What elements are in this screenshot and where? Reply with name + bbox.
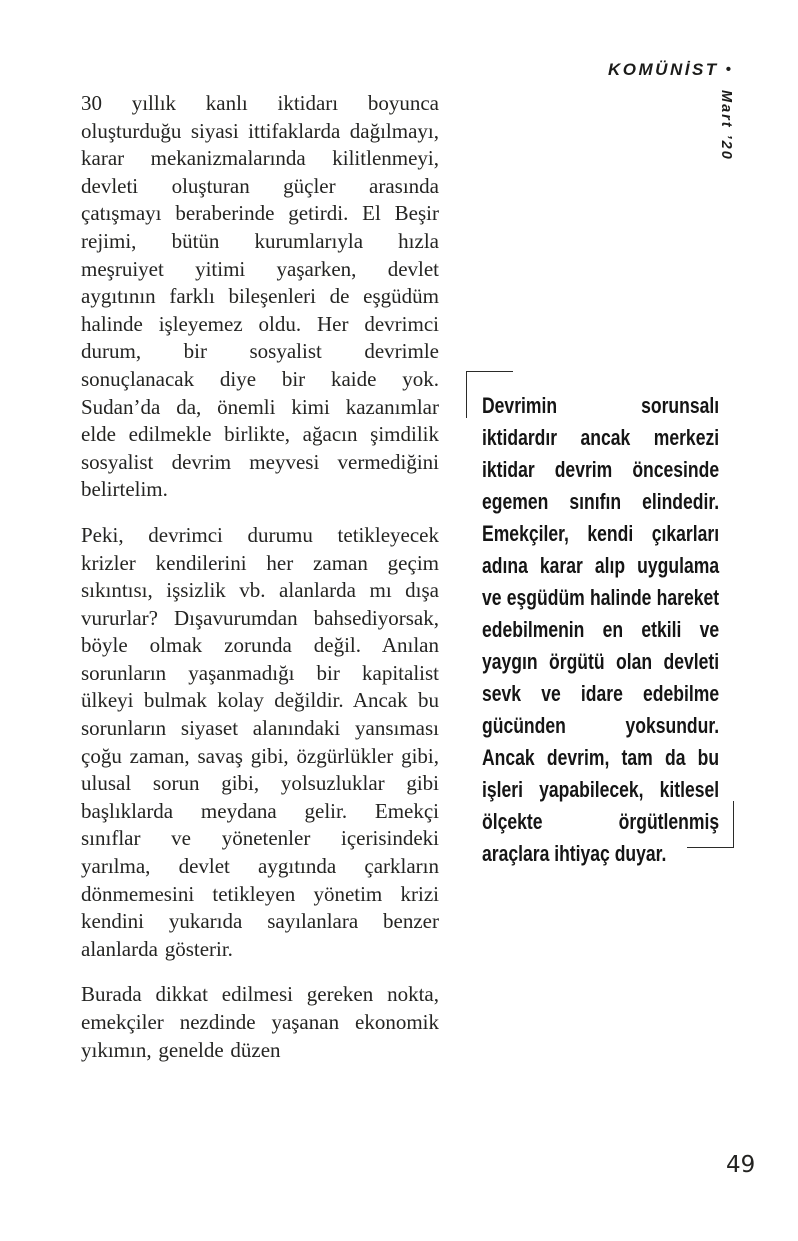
article-paragraph: Burada dikkat edilmesi gereken nokta, emekçiler nezdinde yaşanan ekonomik yıkımın, genelde düzen: [81, 982, 439, 1062]
bullet-separator-icon: •: [725, 61, 731, 78]
pull-quote-text: Devrimin sorunsalı iktidardır ancak merkezi iktidar devrim öncesinde egemen sınıfın elindedir. Emekçiler, kendi çıkarları adına karar alıp uygulama ve eşgüdüm halinde hareket edebilmenin en etkili ve yaygın örgütü olan devleti sevk ve idare edebilme gücünden yoksundur. Ancak devrim, tam da bu işleri yapabilecek, kitlesel ölçekte örgütlenmiş araçlara ihtiyaç duyar.: [482, 393, 720, 866]
magazine-masthead: [608, 60, 731, 80]
article-body: [81, 90, 439, 1064]
article-paragraph: 30 yıllık kanlı iktidarı boyunca oluşturduğu siyasi ittifaklarda dağılmayı, karar mekanizmalarında kilitlenmeyi, devleti oluşturan güçler arasında çatışmayı beraberinde getirdi. El Beşir rejimi, bütün kurumlarıyla hızla meşruiyet yitimi yaşarken, devlet aygıtının farklı bileşenleri de eşgüdüm halinde işleyemez oldu. Her devrimci durum, bir sosyalist devrimle sonuçlanacak diye bir kaide yok. Sudan’da da, önemli kimi kazanımlar elde edilmekle birlikte, ağacın şimdilik sosyalist devrim meyvesi vermediğini belirtelim.: [81, 91, 439, 502]
page-number: 49: [726, 1152, 756, 1178]
pullquote-bracket-bottom-right: [687, 801, 734, 848]
article-paragraph: Peki, devrimci durumu tetikleyecek krizler kendilerini her zaman geçim sıkıntısı, işsizlik vb. alanlarda mı dışa vururlar? Dışavurumdan bahsediyorsak, böyle olmak zorunda değil. Anılan sorunların yaşanmadığı bir kapitalist ülkeyi bulmak kolay değildir. Ancak bu sorunların siyaset alanındaki yansıması çoğu zaman, savaş gibi, özgürlükler gibi, ulusal sorun gibi, yolsuzluklar gibi başlıklarda meydana gelir. Emekçi sınıflar ve yönetenler içerisindeki yarılma, devlet aygıtında çarkların dönmemesini tetikleyen yönetim krizi kendini yukarıda sayılanlara benzer alanlarda gösterir.: [81, 522, 439, 961]
magazine-title: KOMÜNİST: [608, 60, 719, 79]
issue-date: Mart ’20: [718, 90, 734, 161]
pull-quote: [482, 390, 722, 866]
